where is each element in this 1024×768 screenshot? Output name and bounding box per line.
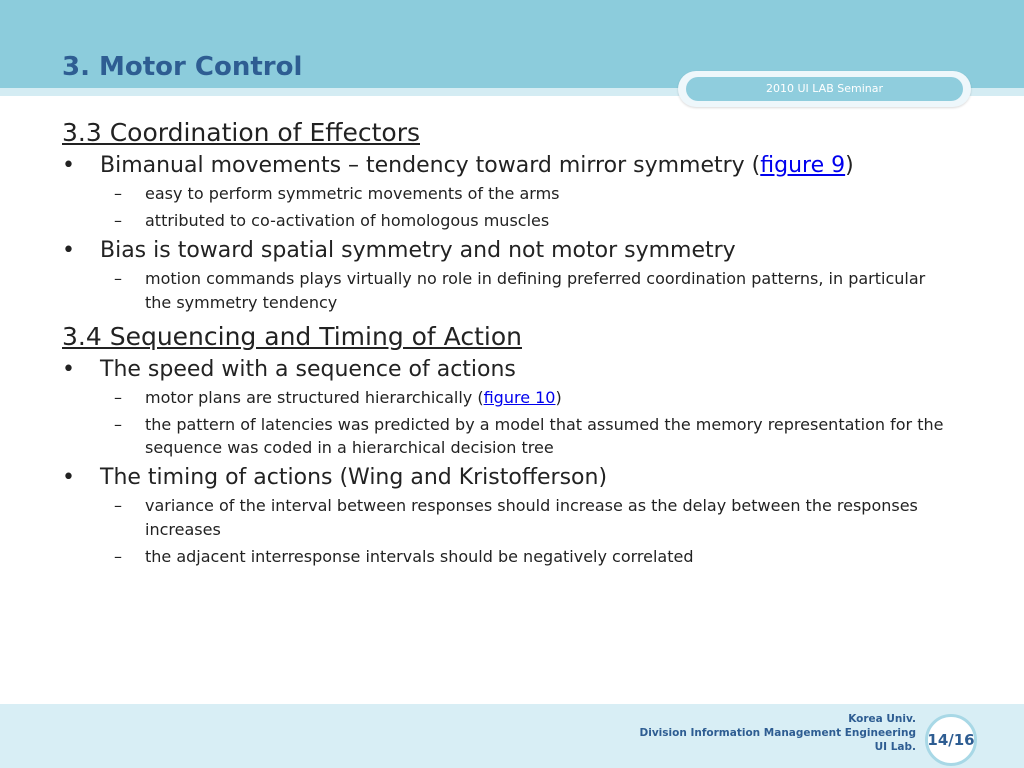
dash-icon: –: [114, 496, 122, 516]
sub-text: the adjacent interresponse intervals should be negatively correlated: [145, 546, 694, 566]
sub-item: [62, 267, 955, 313]
footer-division: Division Information Management Engineering: [639, 727, 916, 739]
dash-icon: –: [114, 414, 122, 434]
footer-affiliation: [496, 712, 916, 754]
page-number-badge: [925, 714, 977, 766]
footer-lab: UI Lab.: [874, 741, 916, 753]
bullet-text-suffix: ): [845, 153, 854, 178]
page-number: 14/16: [927, 731, 975, 749]
dash-icon: –: [114, 184, 122, 203]
figure-10-link[interactable]: figure 10: [483, 387, 556, 407]
dash-icon: –: [114, 211, 122, 231]
dash-icon: –: [114, 387, 122, 407]
figure-9-link[interactable]: figure 9: [760, 153, 846, 178]
bullet-text: Bimanual movements – tendency toward mirror symmetry (: [100, 153, 761, 178]
bullet-dot-icon: •: [62, 356, 75, 382]
sub-text: variance of the interval between responses should increase as the delay between the responses increases: [145, 496, 918, 539]
dash-icon: –: [114, 546, 122, 566]
sub-text: motor plans are structured hierarchically (: [145, 387, 484, 407]
sub-text: motion commands plays virtually no role in defining preferred coordination patterns, in particular the symmetry tendency: [145, 269, 926, 312]
sub-item: [62, 386, 962, 409]
slide-title: 3. Motor Control: [62, 52, 303, 82]
sub-text-suffix: ): [555, 387, 562, 407]
slide-content: [62, 118, 962, 568]
bullet-item: [62, 357, 962, 382]
section-heading: 3.3 Coordination of Effectors: [62, 118, 420, 147]
sub-item: [62, 413, 955, 459]
sub-text: easy to perform symmetric movements of the arms: [145, 184, 560, 203]
sub-item: [62, 182, 962, 205]
bullet-item: [62, 465, 962, 490]
bullet-dot-icon: •: [62, 465, 75, 491]
section-heading: 3.4 Sequencing and Timing of Action: [62, 321, 522, 351]
bullet-dot-icon: •: [62, 153, 75, 178]
bullet-text: The timing of actions (Wing and Kristofferson): [100, 465, 608, 491]
bullet-dot-icon: •: [62, 238, 75, 264]
bullet-item: [62, 238, 962, 263]
bullet-text: The speed with a sequence of actions: [100, 356, 516, 382]
sub-text: attributed to co-activation of homologous muscles: [145, 211, 550, 231]
sub-text: the pattern of latencies was predicted by a model that assumed the memory representation for the sequence was coded in a hierarchical decision tree: [145, 414, 944, 458]
seminar-label: 2010 UI LAB Seminar: [686, 77, 963, 101]
sub-item: [62, 209, 962, 232]
sub-item: [62, 494, 955, 540]
dash-icon: –: [114, 269, 122, 289]
bullet-item: [62, 153, 962, 178]
bullet-text: Bias is toward spatial symmetry and not motor symmetry: [100, 238, 736, 264]
footer-university: Korea Univ.: [848, 713, 916, 725]
sub-item: [62, 545, 962, 568]
